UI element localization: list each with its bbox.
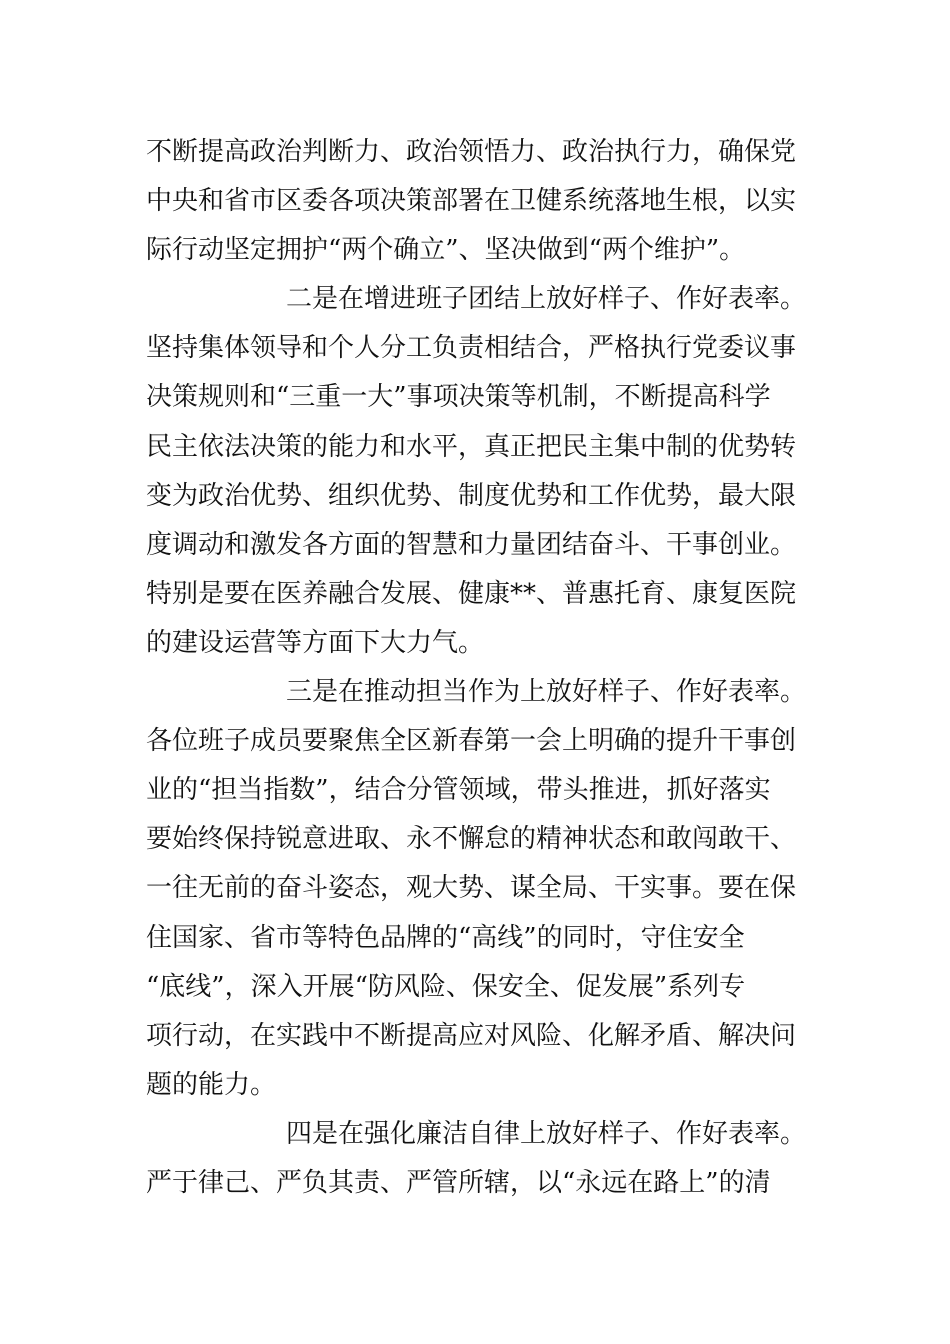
document-body — [146, 128, 816, 1208]
paragraph-line: “底线”，深入开展“防风险、保安全、促发展”系列专 — [146, 971, 746, 1002]
paragraph-line: 住国家、省市等特色品牌的“高线”的同时，守住安全 — [146, 922, 745, 953]
paragraph-line: 要始终保持锐意进取、永不懈怠的精神状态和敢闯敢干、 — [146, 824, 797, 855]
paragraph-line: 的建设运营等方面下大力气。 — [146, 627, 485, 658]
section-heading-line: 四是在强化廉洁自律上放好样子、作好表率。 — [286, 1118, 807, 1149]
paragraph-line: 民主依法决策的能力和水平，真正把民主集中制的优势转 — [146, 431, 797, 462]
paragraph-line: 业的“担当指数”，结合分管领域，带头推进，抓好落实 — [146, 775, 771, 806]
paragraph-line: 度调动和激发各方面的智慧和力量团结奋斗、干事创业。 — [146, 529, 797, 560]
paragraph-line: 中央和省市区委各项决策部署在卫健系统落地生根，以实 — [146, 186, 797, 217]
paragraph-line: 项行动，在实践中不断提高应对风险、化解矛盾、解决问 — [146, 1020, 797, 1051]
paragraph-line: 特别是要在医养融合发展、健康**、普惠托育、康复医院 — [146, 578, 797, 609]
paragraph-line: 变为政治优势、组织优势、制度优势和工作优势，最大限 — [146, 480, 797, 511]
paragraph-line: 各位班子成员要聚焦全区新春第一会上明确的提升干事创 — [146, 726, 797, 757]
paragraph-line: 题的能力。 — [146, 1069, 277, 1100]
paragraph-line: 坚持集体领导和个人分工负责相结合，严格执行党委议事 — [146, 333, 797, 364]
paragraph-line: 决策规则和“三重一大”事项决策等机制，不断提高科学 — [146, 382, 771, 413]
paragraph-line: 际行动坚定拥护“两个确立”、坚决做到“两个维护”。 — [146, 235, 746, 266]
section-heading-line: 二是在增进班子团结上放好样子、作好表率。 — [286, 284, 807, 315]
paragraph-line: 不断提高政治判断力、政治领悟力、政治执行力，确保党 — [146, 137, 797, 167]
section-heading-line: 三是在推动担当作为上放好样子、作好表率。 — [286, 677, 807, 708]
paragraph-line: 严于律己、严负其责、严管所辖，以“永远在路上”的清 — [146, 1167, 771, 1198]
paragraph-line: 一往无前的奋斗姿态，观大势、谋全局、干实事。要在保 — [146, 873, 797, 904]
